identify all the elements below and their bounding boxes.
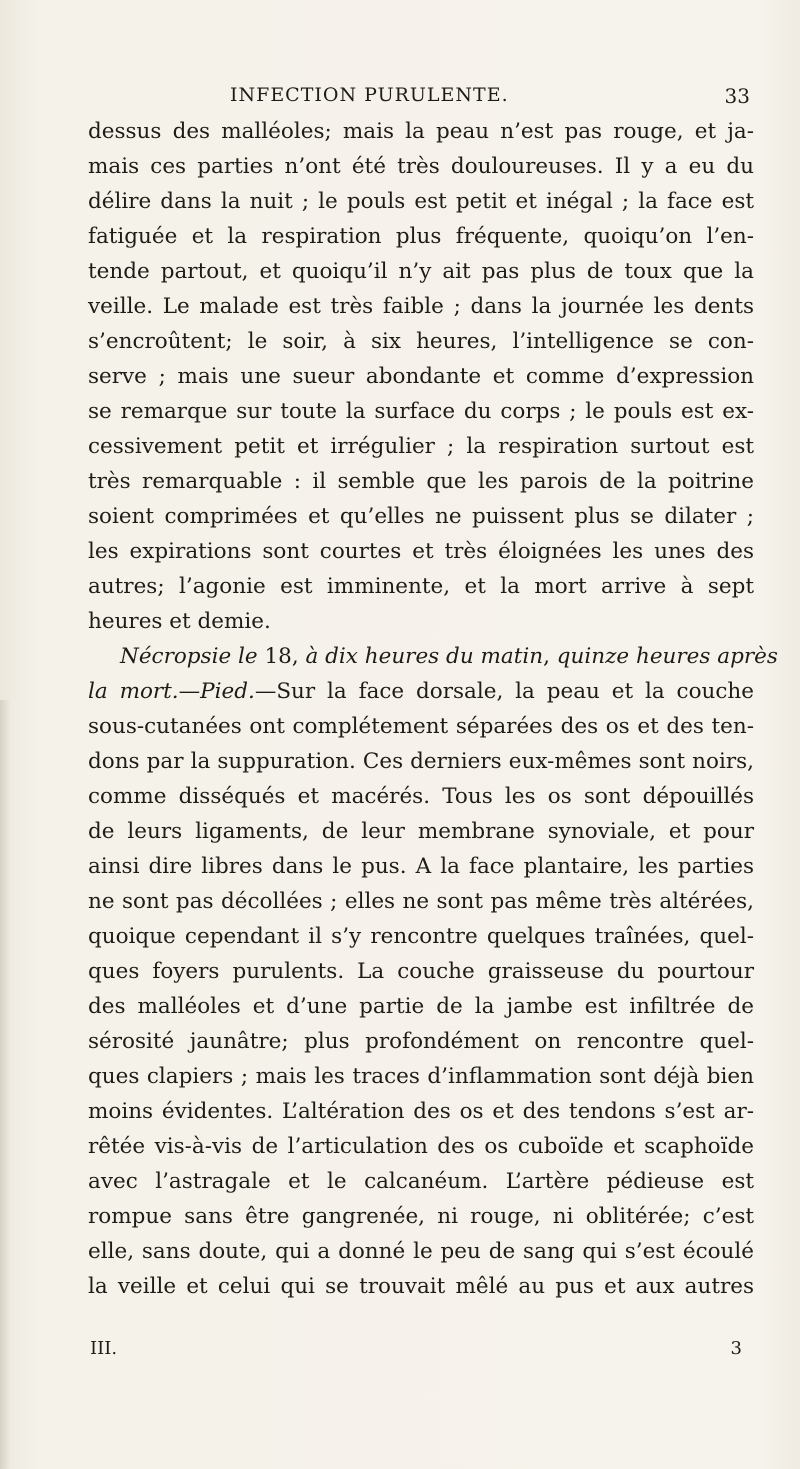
text-line: cessivement petit et irrégulier ; la respiration surtout est (88, 434, 754, 459)
text-line: moins évidentes. L’altération des os et des tendons s’est ar- (88, 1099, 754, 1124)
text-line: les expirations sont courtes et très éloignées les unes des (88, 539, 754, 564)
text-line: ainsi dire libres dans le pus. A la face plantaire, les parties (88, 854, 754, 879)
binding-shadow (0, 700, 10, 1469)
necropsy-second-line (88, 674, 754, 709)
running-title: INFECTION PURULENTE. (230, 84, 509, 106)
text-line: mais ces parties n’ont été très douloureuses. Il y a eu du (88, 154, 754, 179)
necropsy-heading-line (88, 639, 778, 674)
necropsy-after-death: la mort. (88, 679, 179, 704)
text-line: quoique cependant il s’y rencontre quelques traînées, quel- (88, 924, 754, 949)
necropsy-date: 18, (257, 644, 306, 669)
text-line: dessus des malléoles; mais la peau n’est pas rouge, et ja- (88, 119, 754, 144)
page-number: 33 (724, 84, 750, 108)
text-line: rompue sans être gangrenée, ni rouge, ni oblitérée; c’est (88, 1204, 754, 1229)
body-text (88, 114, 778, 1304)
text-line: soient comprimées et qu’elles ne puissent plus se dilater ; (88, 504, 754, 529)
necropsy-time: à dix heures du matin (305, 644, 544, 669)
text-line: très remarquable : il semble que les parois de la poitrine (88, 469, 754, 494)
signature-number: 3 (730, 1338, 742, 1359)
text-line: veille. Le malade est très faible ; dans la journée les dents (88, 294, 754, 319)
necropsy-interval: quinze heures après (556, 644, 778, 669)
text-line: de leurs ligaments, de leur membrane synoviale, et pour (88, 819, 754, 844)
text-line: dons par la suppuration. Ces derniers eux-mêmes sont noirs, (88, 749, 754, 774)
page-header (90, 84, 750, 112)
text-line: sérosité jaunâtre; plus profondément on rencontre quel- (88, 1029, 754, 1054)
text-line: comme disséqués et macérés. Tous les os sont dépouillés (88, 784, 754, 809)
em-dash: — (254, 679, 277, 704)
text-line: rêtée vis-à-vis de l’articulation des os cuboïde et scaphoïde (88, 1134, 754, 1159)
text-line: serve ; mais une sueur abondante et comme d’expression (88, 364, 754, 389)
text-line: sous-cutanées ont complétement séparées des os et des ten- (88, 714, 754, 739)
necropsy-comma: , (543, 644, 557, 669)
text-line: elle, sans doute, qui a donné le peu de sang qui s’est écoulé (88, 1239, 754, 1264)
text-line: tende partout, et quoiqu’il n’y ait pas plus de toux que la (88, 259, 754, 284)
text-line: ques clapiers ; mais les traces d’inflammation sont déjà bien (88, 1064, 754, 1089)
text-line: heures et demie. (88, 609, 271, 634)
text-line: s’encroûtent; le soir, à six heures, l’intelligence se con- (88, 329, 754, 354)
text-line: fatiguée et la respiration plus fréquente, quoiqu’on l’en- (88, 224, 754, 249)
text-line: des malléoles et d’une partie de la jambe est infiltrée de (88, 994, 754, 1019)
section-title-foot: Pied. (200, 679, 255, 704)
em-dash: — (178, 679, 201, 704)
signature-mark: III. (90, 1338, 118, 1359)
text-line: délire dans la nuit ; le pouls est petit et inégal ; la face est (88, 189, 754, 214)
text-line: se remarque sur toute la surface du corps ; le pouls est ex- (88, 399, 754, 424)
text-line: avec l’astragale et le calcanéum. L’artère pédieuse est (88, 1169, 754, 1194)
necropsy-line-rest: Sur la face dorsale, la peau et la couche (276, 679, 754, 704)
necropsy-label: Nécropsie le (120, 644, 258, 669)
text-line: autres; l’agonie est imminente, et la mort arrive à sept (88, 574, 754, 599)
page-footer (90, 1338, 748, 1366)
text-line: la veille et celui qui se trouvait mêlé au pus et aux autres (88, 1274, 754, 1299)
text-line: ne sont pas décollées ; elles ne sont pas même très altérées, (88, 889, 754, 914)
text-line: ques foyers purulents. La couche graisseuse du pourtour (88, 959, 754, 984)
